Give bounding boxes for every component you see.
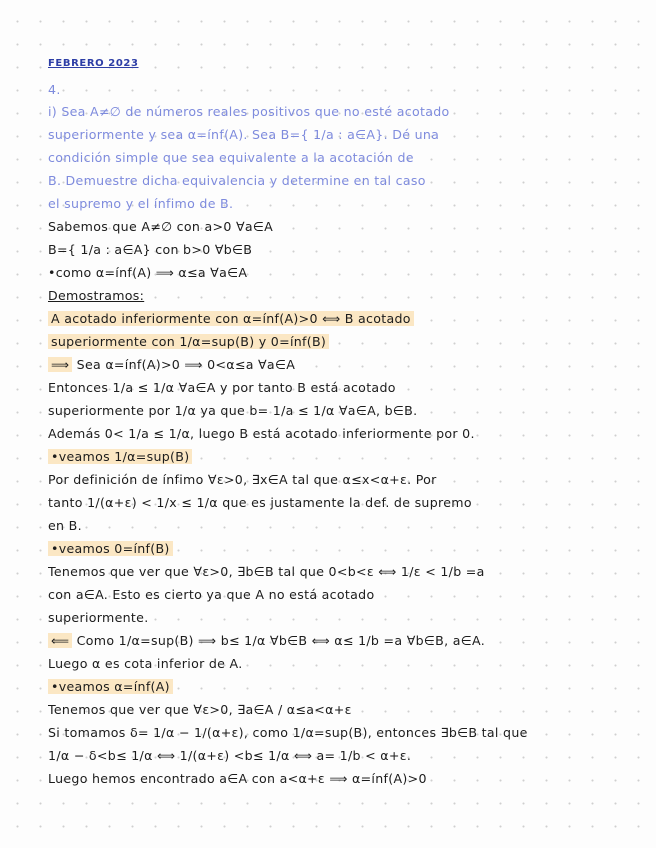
problem-line: i) Sea A≠∅ de números reales positivos que no esté acotado xyxy=(48,104,450,119)
forward-line: Entonces 1/a ≤ 1/α ∀a∈A y por tanto B está acotado xyxy=(48,380,396,395)
alpha-line: Si tomamos δ= 1/α − 1/(α+ε), como 1/α=sup(B), entonces ∃b∈B tal que xyxy=(48,725,528,740)
alpha-line: Tenemos que ver que ∀ε>0, ∃a∈A / α≤a<α+ε xyxy=(48,702,352,717)
problem-line: el supremo y el ínfimo de B. xyxy=(48,196,234,211)
sup-heading: • veamos 1/α=sup(B) xyxy=(48,449,192,464)
problem-line: condición simple que sea equivalente a la acotación de xyxy=(48,150,414,165)
highlight: A acotado inferiormente con α=ínf(A)>0 ⟺ B acotado xyxy=(48,311,414,326)
alpha-line: Luego hemos encontrado a∈A con a<α+ε ⟹ α=ínf(A)>0 xyxy=(48,771,427,786)
sup-line: tanto 1/(α+ε) < 1/x ≤ 1/α que es justamente la def. de supremo xyxy=(48,495,472,510)
forward-line: superiormente por 1/α ya que b= 1/a ≤ 1/α ∀a∈A, b∈B. xyxy=(48,403,418,418)
proof-heading: Demostramos: xyxy=(48,288,145,303)
inf-heading-line xyxy=(48,541,648,556)
backward-line xyxy=(48,633,648,648)
forward-line: Además 0< 1/a ≤ 1/α, luego B está acotado inferiormente por 0. xyxy=(48,426,475,441)
alpha-line: 1/α − δ<b≤ 1/α ⟺ 1/(α+ε) <b≤ 1/α ⟺ a= 1/b < α+ε. xyxy=(48,748,412,763)
exercise-number: 4. xyxy=(48,82,61,97)
claim-line xyxy=(48,334,648,349)
problem-line: B. Demuestre dicha equivalencia y determine en tal caso xyxy=(48,173,426,188)
alpha-heading: • veamos α=ínf(A) xyxy=(48,679,173,694)
sup-line: Por definición de ínfimo ∀ε>0, ∃x∈A tal que α≤x<α+ε. Por xyxy=(48,472,437,487)
inf-line: con a∈A. Esto es cierto ya que A no está acotado xyxy=(48,587,375,602)
given-line: B={ 1/a : a∈A} con b>0 ∀b∈B xyxy=(48,242,253,257)
given-line: Sabemos que A≠∅ con a>0 ∀a∈A xyxy=(48,219,274,234)
highlight: superiormente con 1/α=sup(B) y 0=ínf(B) xyxy=(48,334,329,349)
backward-line: Luego α es cota inferior de A. xyxy=(48,656,243,671)
sup-line: en B. xyxy=(48,518,82,533)
forward-line xyxy=(48,357,648,372)
backward-marker: ⟸ xyxy=(48,633,72,648)
forward-text: Sea α=ínf(A)>0 ⟹ 0<α≤a ∀a∈A xyxy=(76,357,296,372)
inf-line: superiormente. xyxy=(48,610,149,625)
given-line: • como α=ínf(A) ⟹ α≤a ∀a∈A xyxy=(48,265,648,280)
inf-line: Tenemos que ver que ∀ε>0, ∃b∈B tal que 0<b<ε ⟺ 1/ε < 1/b =a xyxy=(48,564,485,579)
alpha-heading-line xyxy=(48,679,648,694)
forward-marker: ⟹ xyxy=(48,357,72,372)
sup-heading-line xyxy=(48,449,648,464)
date-heading: FEBRERO 2023 xyxy=(48,58,139,69)
backward-text: Como 1/α=sup(B) ⟹ b≤ 1/α ∀b∈B ⟺ α≤ 1/b =a ∀b∈B, a∈A. xyxy=(76,633,486,648)
problem-line: superiormente y sea α=ínf(A). Sea B={ 1/a : a∈A}. Dé una xyxy=(48,127,440,142)
inf-heading: • veamos 0=ínf(B) xyxy=(48,541,173,556)
claim-line xyxy=(48,311,648,326)
